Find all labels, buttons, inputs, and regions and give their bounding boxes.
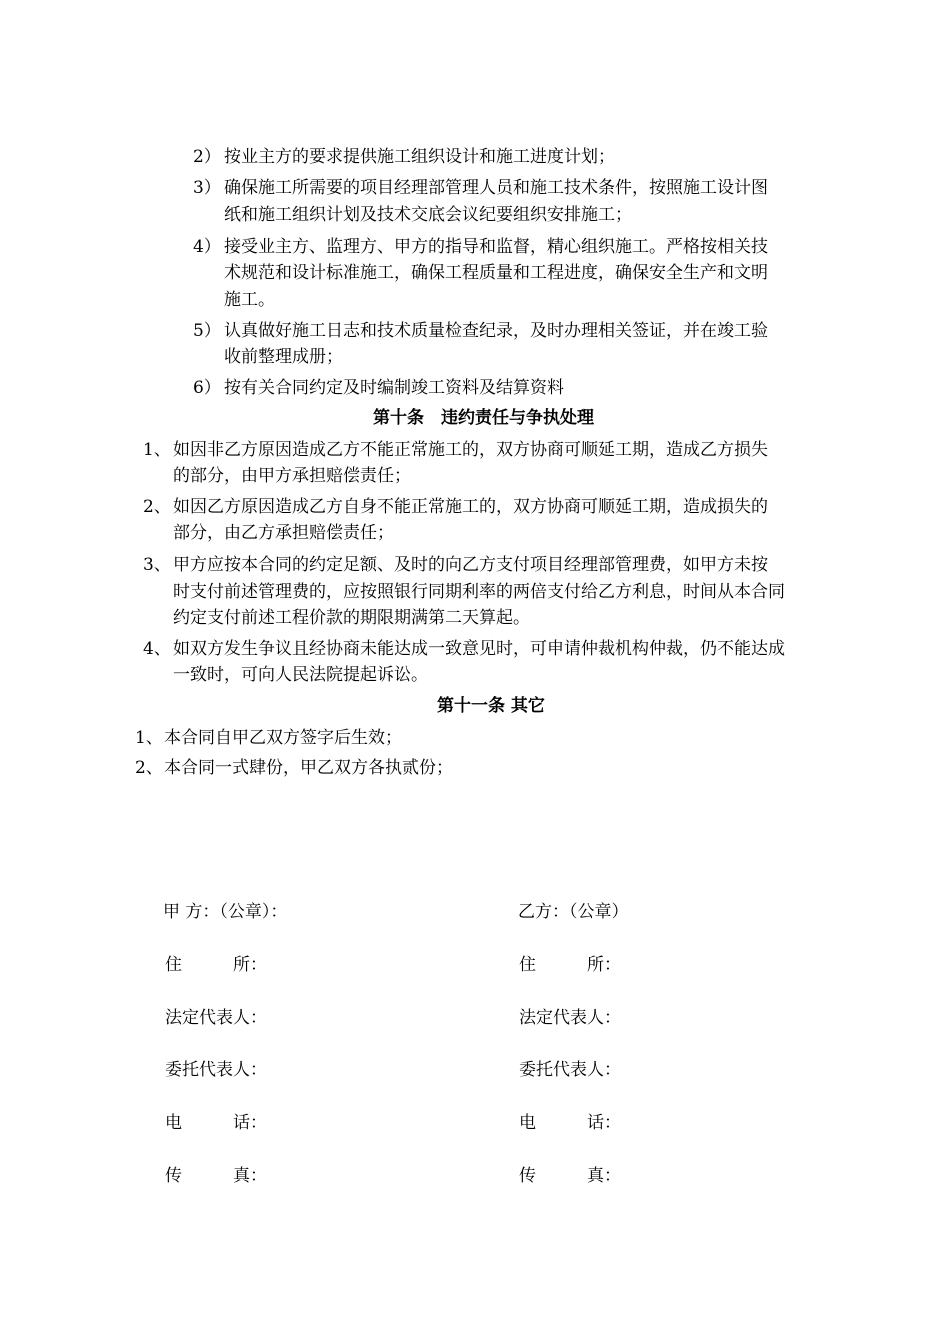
s11-item-2-text: 本合同一式肆份，甲乙双方各执贰份； <box>164 758 453 778</box>
s11-item-1-text: 本合同自甲乙双方签字后生效； <box>164 728 402 748</box>
s9-item-4-number: 4） <box>193 237 221 257</box>
s9-item-6-line-1: 按有关合同约定及时编制竣工资料及结算资料 <box>224 378 564 398</box>
party-b-agent-label: 委托代表人： <box>519 1060 621 1080</box>
party-a-phone-label: 电 话： <box>165 1113 267 1133</box>
party-b-title: 乙方：（公章） <box>518 902 629 922</box>
party-a-fax-label: 传 真： <box>165 1166 267 1186</box>
s10-item-3-number: 3、 <box>143 555 171 575</box>
s9-item-5-number: 5） <box>193 321 221 341</box>
s10-item-4-line-1: 如双方发生争议且经协商未能达成一致意见时，可申请仲裁机构仲裁，仍不能达成 <box>173 639 785 659</box>
party-a-title: 甲 方：（公章）： <box>163 902 288 922</box>
s10-item-3-line-3: 约定支付前述工程价款的期限期满第二天算起。 <box>173 608 530 628</box>
s9-item-3-line-1: 确保施工所需要的项目经理部管理人员和施工技术条件，按照施工设计图 <box>224 178 768 198</box>
s9-item-4-line-3: 施工。 <box>224 290 275 310</box>
s11-item-2-number: 2、 <box>135 758 163 778</box>
party-b-fax-label: 传 真： <box>519 1166 621 1186</box>
s9-item-5-line-1: 认真做好施工日志和技术质量检查纪录，及时办理相关签证，并在竣工验 <box>224 321 768 341</box>
s9-item-5-line-2: 收前整理成册； <box>224 347 343 367</box>
s9-item-4-line-2: 术规范和设计标准施工，确保工程质量和工程进度，确保安全生产和文明 <box>224 263 768 283</box>
party-a-legal-rep-label: 法定代表人： <box>165 1008 267 1028</box>
s10-item-1-number: 1、 <box>143 440 171 460</box>
s9-item-2-line-1: 按业主方的要求提供施工组织设计和施工进度计划； <box>224 147 615 167</box>
s10-item-3-line-1: 甲方应按本合同的约定足额、及时的向乙方支付项目经理部管理费，如甲方未按 <box>173 555 768 575</box>
s10-item-4-number: 4、 <box>143 639 171 659</box>
s10-item-3-line-2: 时支付前述管理费的，应按照银行同期利率的两倍支付给乙方利息，时间从本合同 <box>173 582 785 602</box>
party-b-address-label: 住 所： <box>519 955 621 975</box>
s9-item-6-number: 6） <box>193 378 221 398</box>
s10-item-2-line-2: 部分，由乙方承担赔偿责任； <box>173 523 394 543</box>
s9-item-2-number: 2） <box>193 147 221 167</box>
s10-item-1-line-1: 如因非乙方原因造成乙方不能正常施工的，双方协商可顺延工期，造成乙方损失 <box>173 440 768 460</box>
party-b-phone-label: 电 话： <box>519 1113 621 1133</box>
party-a-agent-label: 委托代表人： <box>165 1060 267 1080</box>
s10-item-4-line-2: 一致时，可向人民法院提起诉讼。 <box>173 665 428 685</box>
section-10-title: 第十条 违约责任与争执处理 <box>373 408 594 428</box>
s10-item-1-line-2: 的部分，由甲方承担赔偿责任； <box>173 466 411 486</box>
party-b-legal-rep-label: 法定代表人： <box>519 1008 621 1028</box>
party-a-address-label: 住 所： <box>165 955 267 975</box>
s10-item-2-number: 2、 <box>143 497 171 517</box>
s9-item-3-line-2: 纸和施工组织计划及技术交底会议纪要组织安排施工； <box>224 205 632 225</box>
s9-item-3-number: 3） <box>193 178 221 198</box>
s11-item-1-number: 1、 <box>135 728 163 748</box>
s9-item-4-line-1: 接受业主方、监理方、甲方的指导和监督，精心组织施工。严格按相关技 <box>224 237 768 257</box>
section-11-title: 第十一条 其它 <box>437 696 545 716</box>
s10-item-2-line-1: 如因乙方原因造成乙方自身不能正常施工的，双方协商可顺延工期，造成损失的 <box>173 497 768 517</box>
